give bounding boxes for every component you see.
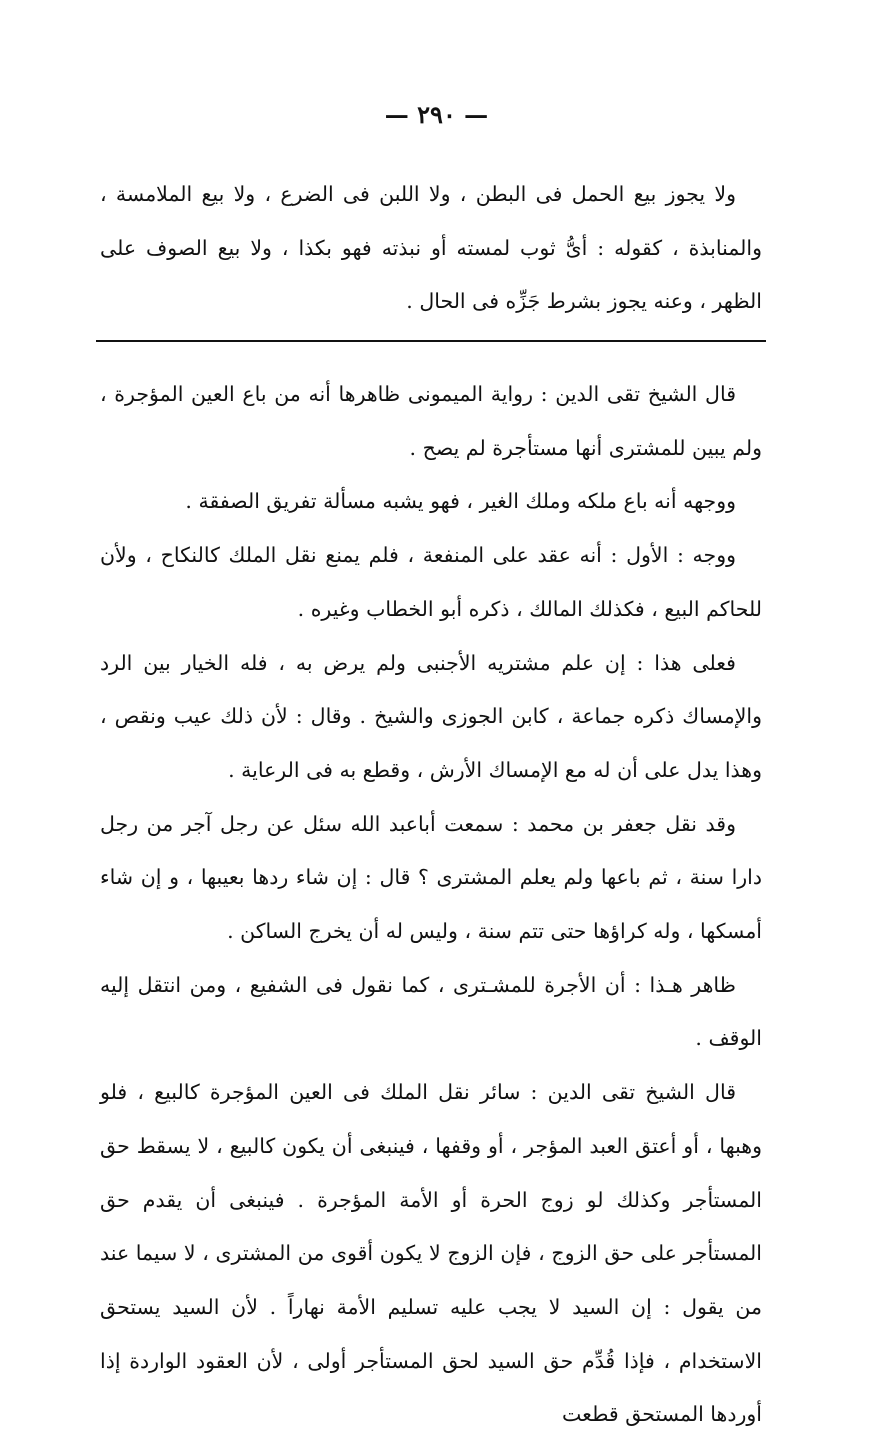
commentary-paragraph-3: ووجه : الأول : أنه عقد على المنفعة ، فلم يمنع نقل الملك كالنكاح ، ولأن للحاكم البيع ، فكذلك المالك ، ذكره أبو الخطاب وغيره . (100, 543, 762, 621)
page-number: — ٢٩٠ — (384, 100, 489, 129)
commentary-block (100, 368, 762, 1442)
commentary-paragraph-6: ظاهر هـذا : أن الأجرة للمشـترى ، كما نقول فى الشفيع ، ومن انتقل إليه الوقف . (100, 972, 762, 1051)
commentary-paragraph-5: وقد نقل جعفر بن محمد : سمعت أباعبد الله سئل عن رجل آجر من رجل دارا سنة ، ثم باعها ولم يعلم المشترى ؟ قال : إن شاء ردها بعيبها ، و إن شاء أمسكها ، وله كراؤها حتى تتم سنة ، وليس له أن يخرج الساكن . (100, 811, 762, 944)
commentary-paragraph-1: قال الشيخ تقى الدين : رواية الميمونى ظاهرها أنه من باع العين المؤجرة ، ولم يبين للمشترى أنها مستأجرة لم يصح . (100, 382, 762, 460)
upper-text-block (100, 168, 762, 329)
commentary-paragraph-4: فعلى هذا : إن علم مشتريه الأجنبى ولم يرض به ، فله الخيار بين الرد والإمساك ذكره جماعة ، كابن الجوزى والشيخ . وقال : لأن ذلك عيب ونقص ، وهذا يدل على أن له مع الإمساك الأرش ، وقطع به فى الرعاية . (100, 650, 762, 782)
commentary-paragraph-7: قال الشيخ تقى الدين : سائر نقل الملك فى العين المؤجرة كالبيع ، فلو وهبها ، أو أعتق العبد المؤجر ، أو وقفها ، فينبغى أن يكون كالبيع ، لا يسقط حق المستأجر وكذلك لو زوج الحرة أو الأمة المؤجرة . فينبغى أن يقدم حق المستأجر على حق الزوج ، فإن الزوج لا يكون أقوى من المشترى ، لا سيما عند من يقول : إن السيد لا يجب عليه تسليم الأمة نهاراً . لأن السيد يستحق الاستخدام ، فإذا قُدِّم حق السيد لحق المستأجر أولى ، لأن العقود الواردة إذا أوردها المستحق قطعت (100, 1080, 762, 1427)
commentary-paragraph-2: ووجهه أنه باع ملكه وملك الغير ، فهو يشبه مسألة تفريق الصفقة . (185, 489, 736, 514)
upper-paragraph: ولا يجوز بيع الحمل فى البطن ، ولا اللبن فى الضرع ، ولا بيع الملامسة ، والمنابذة ، كقوله : أىُّ ثوب لمسته أو نبذته فهو بكذا ، ولا بيع الصوف على الظهر ، وعنه يجوز بشرط جَزِّه فى الحال . (100, 182, 762, 314)
divider-line (96, 340, 766, 342)
